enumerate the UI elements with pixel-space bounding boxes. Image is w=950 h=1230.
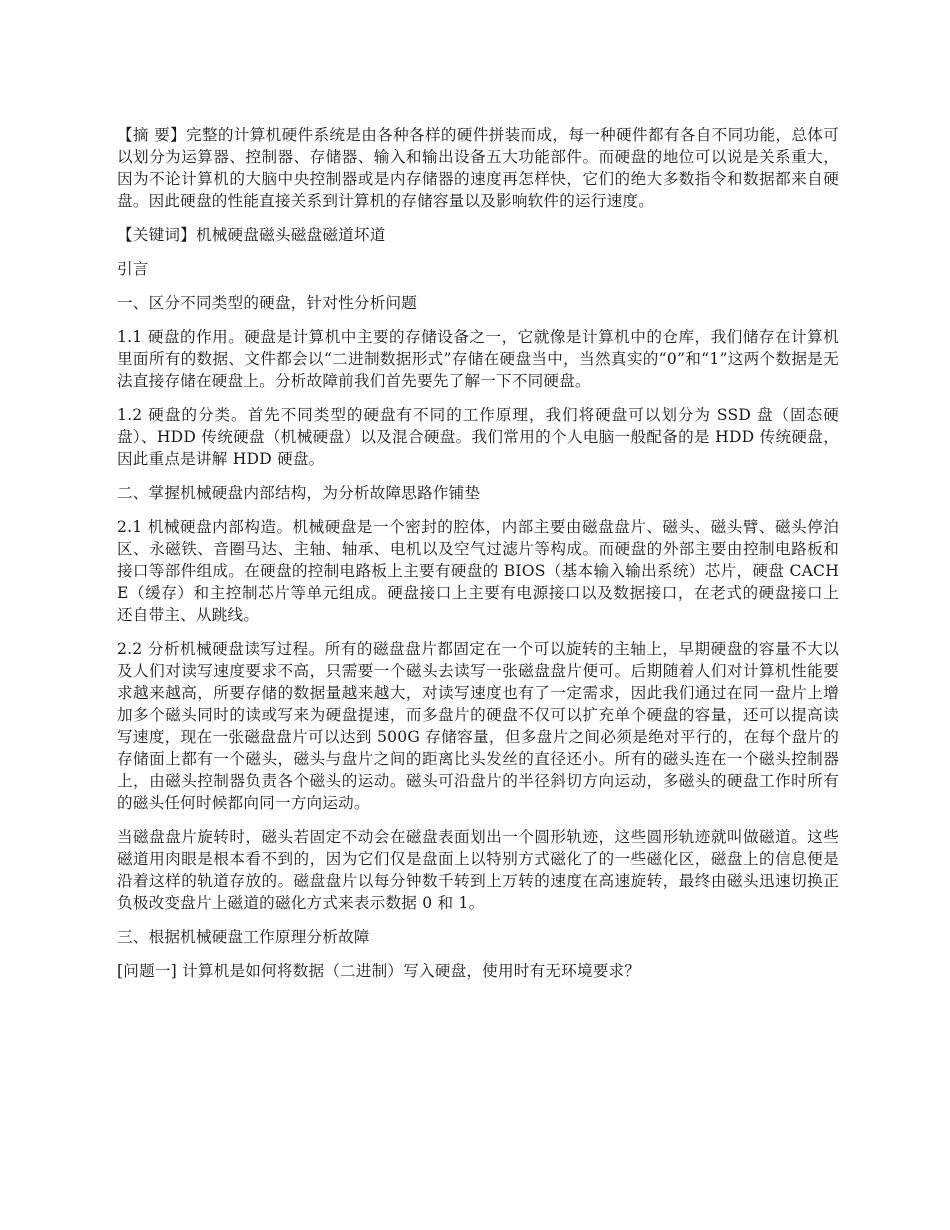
document-body	[117, 124, 839, 994]
keywords-line: 【关键词】机械硬盘磁头磁盘磁道坏道	[117, 226, 386, 244]
paragraph-1-2: 1.2 硬盘的分类。首先不同类型的硬盘有不同的工作原理，我们将硬盘可以划分为 SSD 盘（固态硬盘）、HDD 传统硬盘（机械硬盘）以及混合硬盘。我们常用的个人电脑一般配备的是 HDD 传统硬盘，因此重点是讲解 HDD 硬盘。	[117, 406, 839, 468]
intro-heading: 引言	[117, 260, 149, 278]
section-2-heading: 二、掌握机械硬盘内部结构，为分析故障思路作铺垫	[117, 484, 481, 502]
paragraph-2-1: 2.1 机械硬盘内部构造。机械硬盘是一个密封的腔体，内部主要由磁盘盘片、磁头、磁头臂、磁头停泊区、永磁铁、音圈马达、主轴、轴承、电机以及空气过滤片等构成。而硬盘的外部主要由控制电路板和接口等部件组成。在硬盘的控制电路板上主要有硬盘的 BIOS（基本输入输出系统）芯片，硬盘 CACHE（缓存）和主控制芯片等单元组成。硬盘接口上主要有电源接口以及数据接口，在老式的硬盘接口上还自带主、从跳线。	[117, 518, 839, 624]
abstract-paragraph: 【摘 要】完整的计算机硬件系统是由各种各样的硬件拼装而成，每一种硬件都有各自不同功能，总体可以划分为运算器、控制器、存储器、输入和输出设备五大功能部件。而硬盘的地位可以说是关系重大，因为不论计算机的大脑中央控制器或是内存储器的速度再怎样快，它们的绝大多数指令和数据都来自硬盘。因此硬盘的性能直接关系到计算机的存储容量以及影响软件的运行速度。	[117, 126, 839, 210]
paragraph-2-3: 当磁盘盘片旋转时，磁头若固定不动会在磁盘表面划出一个圆形轨迹，这些圆形轨迹就叫做磁道。这些磁道用肉眼是根本看不到的，因为它们仅是盘面上以特别方式磁化了的一些磁化区，磁盘上的信息便是沿着这样的轨道存放的。磁盘盘片以每分钟数千转到上万转的速度在高速旋转，最终由磁头迅速切换正负极改变盘片上磁道的磁化方式来表示数据 0 和 1。	[117, 828, 839, 912]
paragraph-2-2: 2.2 分析机械硬盘读写过程。所有的磁盘盘片都固定在一个可以旋转的主轴上，早期硬盘的容量不大以及人们对读写速度要求不高，只需要一个磁头去读写一张磁盘盘片便可。后期随着人们对计算机性能要求越来越高，所要存储的数据量越来越大，对读写速度也有了一定需求，因此我们通过在同一盘片上增加多个磁头同时的读或写来为硬盘提速，而多盘片的硬盘不仅可以扩充单个硬盘的容量，还可以提高读写速度，现在一张磁盘盘片可以达到 500G 存储容量，但多盘片之间必须是绝对平行的，在每个盘片的存储面上都有一个磁头，磁头与盘片之间的距离比头发丝的直径还小。所有的磁头连在一个磁头控制器上，由磁头控制器负责各个磁头的运动。磁头可沿盘片的半径斜切方向运动，多磁头的硬盘工作时所有的磁头任何时候都向同一方向运动。	[117, 640, 839, 812]
section-3-heading: 三、根据机械硬盘工作原理分析故障	[117, 928, 370, 946]
section-1-heading: 一、区分不同类型的硬盘，针对性分析问题	[117, 294, 418, 312]
question-1: [问题一] 计算机是如何将数据（二进制）写入硬盘，使用时有无环境要求？	[117, 962, 641, 980]
paragraph-1-1: 1.1 硬盘的作用。硬盘是计算机中主要的存储设备之一，它就像是计算机中的仓库，我们储存在计算机里面所有的数据、文件都会以“二进制数据形式”存储在硬盘当中，当然真实的“0”和“1”这两个数据是无法直接存储在硬盘上。分析故障前我们首先要先了解一下不同硬盘。	[117, 328, 839, 390]
